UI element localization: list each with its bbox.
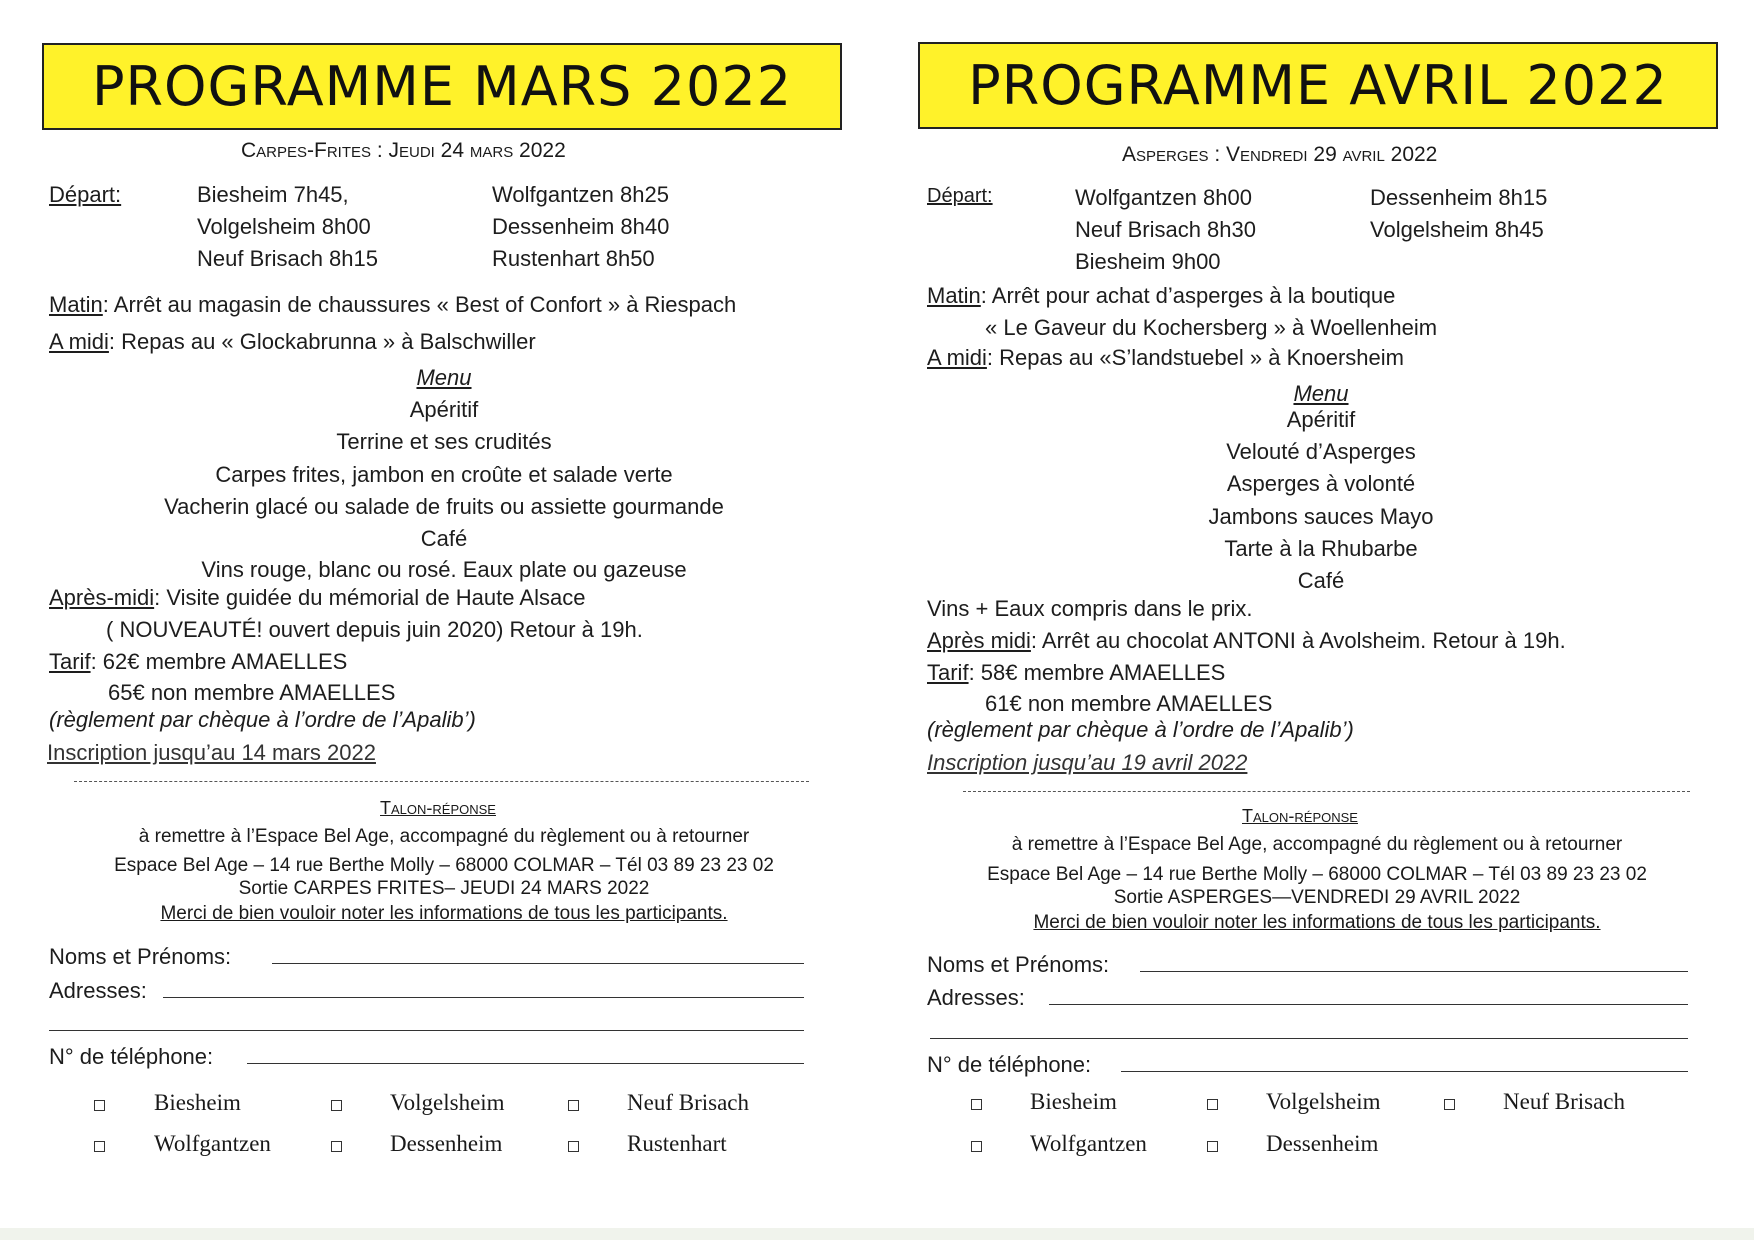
menu-item: Carpes frites, jambon en croûte et salade verte (215, 462, 673, 487)
menu-item: Apéritif (409, 397, 479, 422)
apresmidi-line (927, 628, 1566, 654)
checkbox-neuf-brisach[interactable] (1444, 1099, 1455, 1110)
apresmidi-text: : Visite guidée du mémorial de Haute Alsace (154, 585, 586, 610)
talon-line: Sortie CARPES FRITES– JEUDI 24 MARS 2022 (238, 878, 650, 899)
tarif-nonmember: 61€ non membre AMAELLES (985, 691, 1273, 716)
address-field-2[interactable] (930, 1038, 1688, 1039)
talon-note: Merci de bien vouloir noter les informations de tous les participants. (1033, 912, 1601, 933)
tarif-line (49, 649, 347, 675)
menu-item: Tarte à la Rhubarbe (1224, 536, 1418, 561)
inscription-deadline: Inscription jusqu’au 19 avril 2022 (927, 750, 1248, 775)
departure-time: Biesheim 9h00 (1075, 249, 1221, 274)
departure-time: Neuf Brisach 8h15 (197, 246, 378, 271)
menu-item: Apéritif (1286, 407, 1356, 432)
checkbox-label: Dessenheim (1266, 1131, 1379, 1156)
matin-label: Matin (927, 283, 981, 308)
apresmidi-label: Après-midi (49, 585, 155, 610)
amidi-line (49, 329, 536, 355)
reglement-note: (règlement par chèque à l’ordre de l’Apalib’) (927, 717, 1354, 742)
talon-title: Talon-réponse (1242, 806, 1358, 826)
reglement-note: (règlement par chèque à l’ordre de l’Apalib’) (49, 707, 476, 732)
depart-label: Départ: (927, 185, 993, 207)
checkbox-label: Volgelsheim (1266, 1089, 1381, 1114)
departure-time: Volgelsheim 8h00 (197, 214, 371, 239)
checkbox-neuf-brisach[interactable] (568, 1100, 579, 1111)
address-field[interactable] (163, 997, 804, 998)
checkbox-label: Neuf Brisach (1503, 1089, 1625, 1114)
flyer-avril (877, 0, 1754, 1240)
menu-title: Menu (416, 365, 472, 390)
checkbox-label: Biesheim (1030, 1089, 1117, 1114)
talon-note: Merci de bien vouloir noter les informations de tous les participants. (160, 903, 728, 924)
tarif-label: Tarif (927, 660, 969, 685)
apresmidi-line (49, 585, 585, 611)
matin-label: Matin (49, 292, 103, 317)
departure-time: Biesheim 7h45, (197, 182, 349, 207)
tarif-member: : 58€ membre AMAELLES (968, 660, 1226, 685)
checkbox-volgelsheim[interactable] (1207, 1099, 1218, 1110)
inscription-deadline: Inscription jusqu’au 14 mars 2022 (47, 740, 376, 765)
flyer-title: PROGRAMME MARS 2022 (42, 43, 842, 130)
tarif-member: : 62€ membre AMAELLES (90, 649, 348, 674)
checkbox-rustenhart[interactable] (568, 1141, 579, 1152)
matin-text2: « Le Gaveur du Kochersberg » à Woellenheim (985, 315, 1438, 340)
phone-field[interactable] (247, 1063, 804, 1064)
amidi-label: A midi (49, 329, 109, 354)
menu-item: Vins rouge, blanc ou rosé. Eaux plate ou gazeuse (201, 557, 687, 582)
talon-line: Sortie ASPERGES—VENDREDI 29 AVRIL 2022 (1113, 887, 1521, 908)
phone-field-label: N° de téléphone: (49, 1044, 214, 1069)
checkbox-volgelsheim[interactable] (331, 1100, 342, 1111)
matin-line (49, 292, 736, 318)
tarif-nonmember: 65€ non membre AMAELLES (108, 680, 396, 705)
trip-title: Asperges : Vendredi 29 avril 2022 (1122, 143, 1438, 166)
address-field-label: Adresses: (927, 985, 1025, 1010)
checkbox-dessenheim[interactable] (1207, 1141, 1218, 1152)
talon-line: à remettre à l’Espace Bel Age, accompagné du règlement ou à retourner (1011, 834, 1623, 855)
checkbox-dessenheim[interactable] (331, 1141, 342, 1152)
checkbox-wolfgantzen[interactable] (971, 1141, 982, 1152)
cut-line (74, 781, 809, 782)
amidi-text: : Repas au «S’landstuebel » à Knoersheim (986, 345, 1404, 370)
checkbox-label: Wolfgantzen (1030, 1131, 1147, 1156)
names-field-label: Noms et Prénoms: (49, 944, 232, 969)
departure-time: Wolfgantzen 8h00 (1075, 185, 1252, 210)
departure-time: Volgelsheim 8h45 (1370, 217, 1544, 242)
tarif-line (927, 660, 1225, 686)
matin-text: : Arrêt pour achat d’asperges à la boutique (980, 283, 1396, 308)
departure-time: Dessenheim 8h40 (492, 214, 670, 239)
menu-item: Terrine et ses crudités (336, 429, 552, 454)
checkbox-label: Rustenhart (627, 1131, 727, 1156)
apresmidi-text2: ( NOUVEAUTÉ! ouvert depuis juin 2020) Retour à 19h. (106, 617, 643, 642)
matin-text: : Arrêt au magasin de chaussures « Best of Confort » à Riespach (102, 292, 737, 317)
scan-bottom-edge (0, 1228, 1754, 1240)
checkbox-biesheim[interactable] (94, 1100, 105, 1111)
address-field-2[interactable] (49, 1030, 804, 1031)
checkbox-biesheim[interactable] (971, 1099, 982, 1110)
names-field[interactable] (272, 963, 804, 964)
amidi-line (927, 345, 1404, 371)
departure-time: Dessenheim 8h15 (1370, 185, 1548, 210)
checkbox-wolfgantzen[interactable] (94, 1141, 105, 1152)
checkbox-label: Wolfgantzen (154, 1131, 271, 1156)
flyer-title: PROGRAMME AVRIL 2022 (918, 42, 1718, 129)
departure-time: Rustenhart 8h50 (492, 246, 655, 271)
checkbox-label: Dessenheim (390, 1131, 503, 1156)
phone-field[interactable] (1121, 1071, 1688, 1072)
menu-item: Asperges à volonté (1226, 471, 1416, 496)
departure-time: Wolfgantzen 8h25 (492, 182, 669, 207)
amidi-text: : Repas au « Glockabrunna » à Balschwiller (108, 329, 536, 354)
checkbox-label: Volgelsheim (390, 1090, 505, 1115)
talon-title: Talon-réponse (380, 798, 496, 818)
menu-item: Vacherin glacé ou salade de fruits ou assiette gourmande (164, 494, 724, 519)
talon-line: à remettre à l’Espace Bel Age, accompagné du règlement ou à retourner (138, 826, 750, 847)
trip-title: Carpes-Frites : Jeudi 24 mars 2022 (241, 139, 566, 162)
names-field[interactable] (1140, 971, 1688, 972)
names-field-label: Noms et Prénoms: (927, 952, 1110, 977)
menu-title: Menu (1293, 381, 1349, 406)
menu-item: Velouté d’Asperges (1226, 439, 1416, 464)
cut-line (963, 791, 1690, 792)
drinks-note: Vins + Eaux compris dans le prix. (927, 596, 1253, 621)
talon-line: Espace Bel Age – 14 rue Berthe Molly – 68000 COLMAR – Tél 03 89 23 23 02 (987, 864, 1647, 885)
matin-line (927, 283, 1395, 309)
address-field-label: Adresses: (49, 978, 147, 1003)
phone-field-label: N° de téléphone: (927, 1052, 1092, 1077)
tarif-label: Tarif (49, 649, 91, 674)
depart-label: Départ: (49, 182, 122, 207)
checkbox-label: Neuf Brisach (627, 1090, 749, 1115)
talon-line: Espace Bel Age – 14 rue Berthe Molly – 68000 COLMAR – Tél 03 89 23 23 02 (114, 855, 774, 876)
amidi-label: A midi (927, 345, 987, 370)
menu-item: Café (420, 526, 468, 551)
checkbox-label: Biesheim (154, 1090, 241, 1115)
menu-item: Café (1297, 568, 1345, 593)
address-field[interactable] (1049, 1004, 1688, 1005)
departure-time: Neuf Brisach 8h30 (1075, 217, 1256, 242)
apresmidi-text: : Arrêt au chocolat ANTONI à Avolsheim. Retour à 19h. (1030, 628, 1566, 653)
menu-item: Jambons sauces Mayo (1208, 504, 1434, 529)
apresmidi-label: Après midi (927, 628, 1031, 653)
